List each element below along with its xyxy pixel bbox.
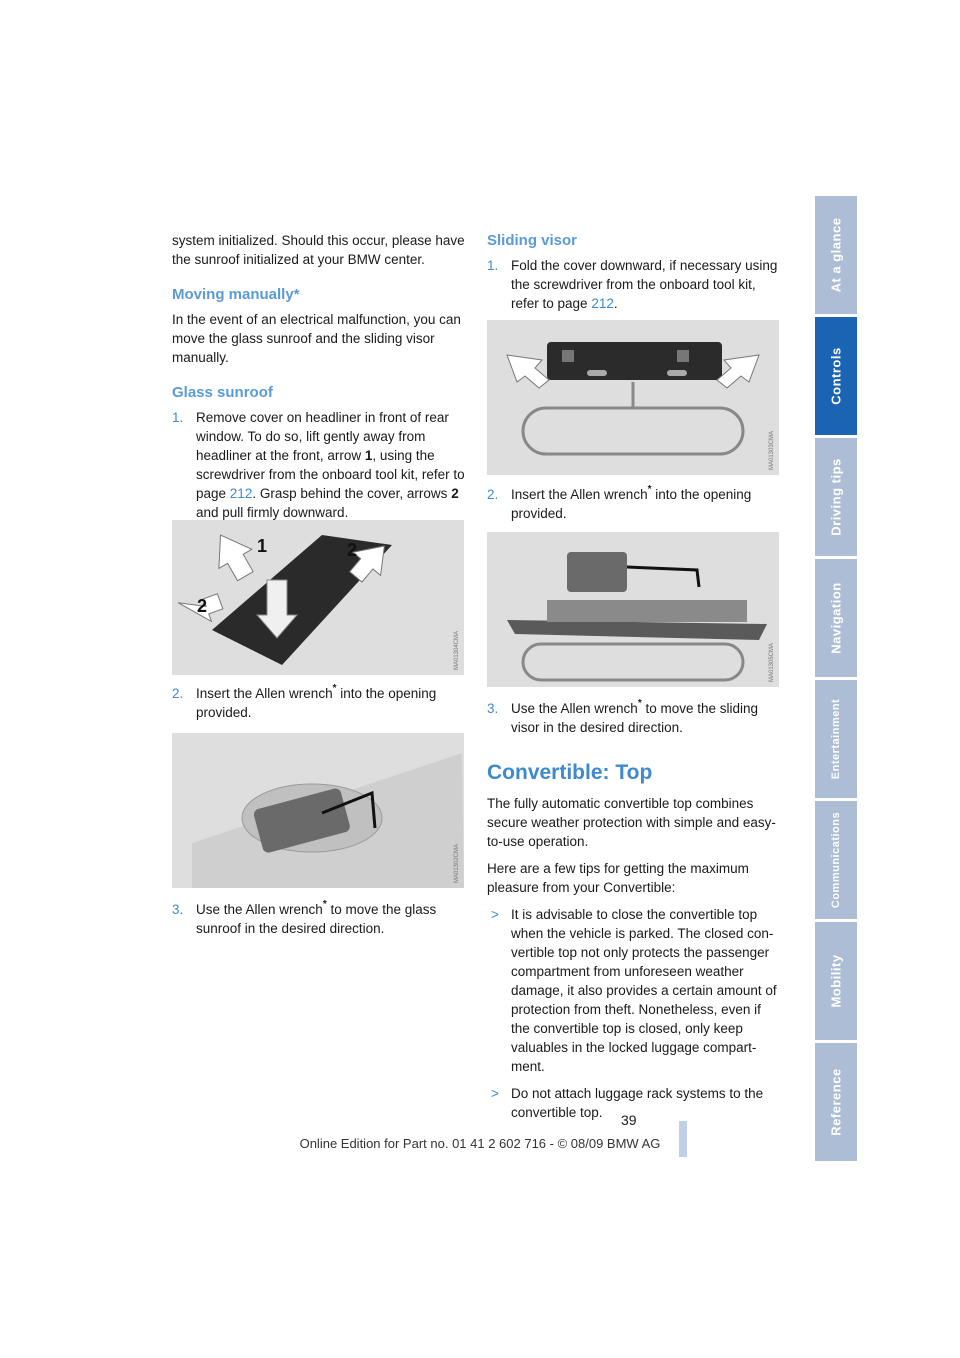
visor-step-1: 1. Fold the cover downward, if necessary using the screwdriver from the onboard tool kit, refer to page 212. xyxy=(487,258,778,311)
glass-step-1: 1. Remove cover on headliner in front of rear window. To do so, lift gently away from headliner at the front, arrow 1, using the screwdriver from the onboard tool kit, refer to page 212. Grasp behind the cover, arrows 2 and pull firmly downward. xyxy=(172,410,465,520)
visor-step-3: 3. Use the Allen wrench* to move the sliding visor in the desired direction. xyxy=(487,698,759,735)
footer-edition: Online Edition for Part no. 01 41 2 602 716 - © 08/09 BMW AG xyxy=(299,1136,661,1151)
figure-label-1: 1 xyxy=(257,536,268,556)
glass-step-3: 3. Use the Allen wrench* to move the glass sunroof in the desired direction. xyxy=(172,899,437,936)
convertible-tips-intro: Here are a few tips for getting the maximum pleasure from your Convertible: xyxy=(487,861,749,895)
list-item: > Do not attach luggage rack systems to the convertible top. xyxy=(491,1086,764,1120)
right-column-top xyxy=(487,231,779,321)
tab-controls[interactable]: Controls xyxy=(815,317,857,435)
step-number: 1. xyxy=(172,410,184,425)
chapter-tabs xyxy=(815,196,857,1164)
right-column-step2 xyxy=(487,485,779,531)
visor-step-2: 2. Insert the Allen wrench* into the opening provided. xyxy=(487,484,752,521)
sliding-visor-heading: Sliding visor xyxy=(487,232,578,249)
bullet-arrow-icon: > xyxy=(491,907,499,922)
moving-manually-heading: Moving manually* xyxy=(172,286,300,303)
tab-driving-tips[interactable]: Driving tips xyxy=(815,438,857,556)
glass-sunroof-heading: Glass sunroof xyxy=(172,384,273,401)
svg-text:MA01305CMA: MA01305CMA xyxy=(769,642,775,682)
convertible-intro: The fully automatic convertible top combines secure weather protection with simple and easy-to-use operation. xyxy=(487,796,776,849)
intro-text: system initialized. Should this occur, please have the sunroof initialized at your BMW center. xyxy=(172,233,465,267)
left-column-step3 xyxy=(172,900,466,946)
figure-sunroof-cover xyxy=(172,520,464,675)
figure-label-2: 2 xyxy=(347,540,358,560)
left-column-step2 xyxy=(172,684,466,730)
page-link-212[interactable]: 212 xyxy=(591,296,614,311)
list-item: > It is advisable to close the convertible top when the vehicle is parked. The closed con-vertible top not only protects the passenger compartment from unforeseen weather damage, it also provides a certain amount of protection from theft. Nonetheless, even if the convertible top is closed, only keep valuables in the locked luggage compart-ment. xyxy=(491,907,777,1074)
tab-navigation[interactable]: Navigation xyxy=(815,559,857,677)
tab-mobility[interactable]: Mobility xyxy=(815,922,857,1040)
moving-manually-text: In the event of an electrical malfunction, you can move the glass sunroof and the sliding visor manually. xyxy=(172,312,461,365)
figure-code: MA01304CMA xyxy=(454,630,460,670)
figure-allen-wrench-sunroof xyxy=(172,733,464,888)
svg-text:MA01303CMA: MA01303CMA xyxy=(769,430,775,470)
convertible-top-heading: Convertible: Top xyxy=(487,761,653,784)
tab-entertainment[interactable]: Entertainment xyxy=(815,680,857,798)
bullet-arrow-icon: > xyxy=(491,1086,499,1101)
right-column-bottom xyxy=(487,699,779,1130)
glass-step-2: 2. Insert the Allen wrench* into the opening provided. xyxy=(172,683,437,720)
page-number: 39 xyxy=(621,1112,637,1128)
tab-reference[interactable]: Reference xyxy=(815,1043,857,1161)
figure-allen-wrench-visor xyxy=(487,532,779,687)
figure-visor-cover xyxy=(487,320,779,475)
svg-text:MA01302CMA: MA01302CMA xyxy=(454,843,460,883)
tab-at-a-glance[interactable]: At a glance xyxy=(815,196,857,314)
left-column xyxy=(172,231,466,530)
figure-label-2b: 2 xyxy=(197,596,208,616)
page-link-212[interactable]: 212 xyxy=(229,486,253,501)
motor-unit xyxy=(567,552,627,592)
tab-communications[interactable]: Communications xyxy=(815,801,857,919)
